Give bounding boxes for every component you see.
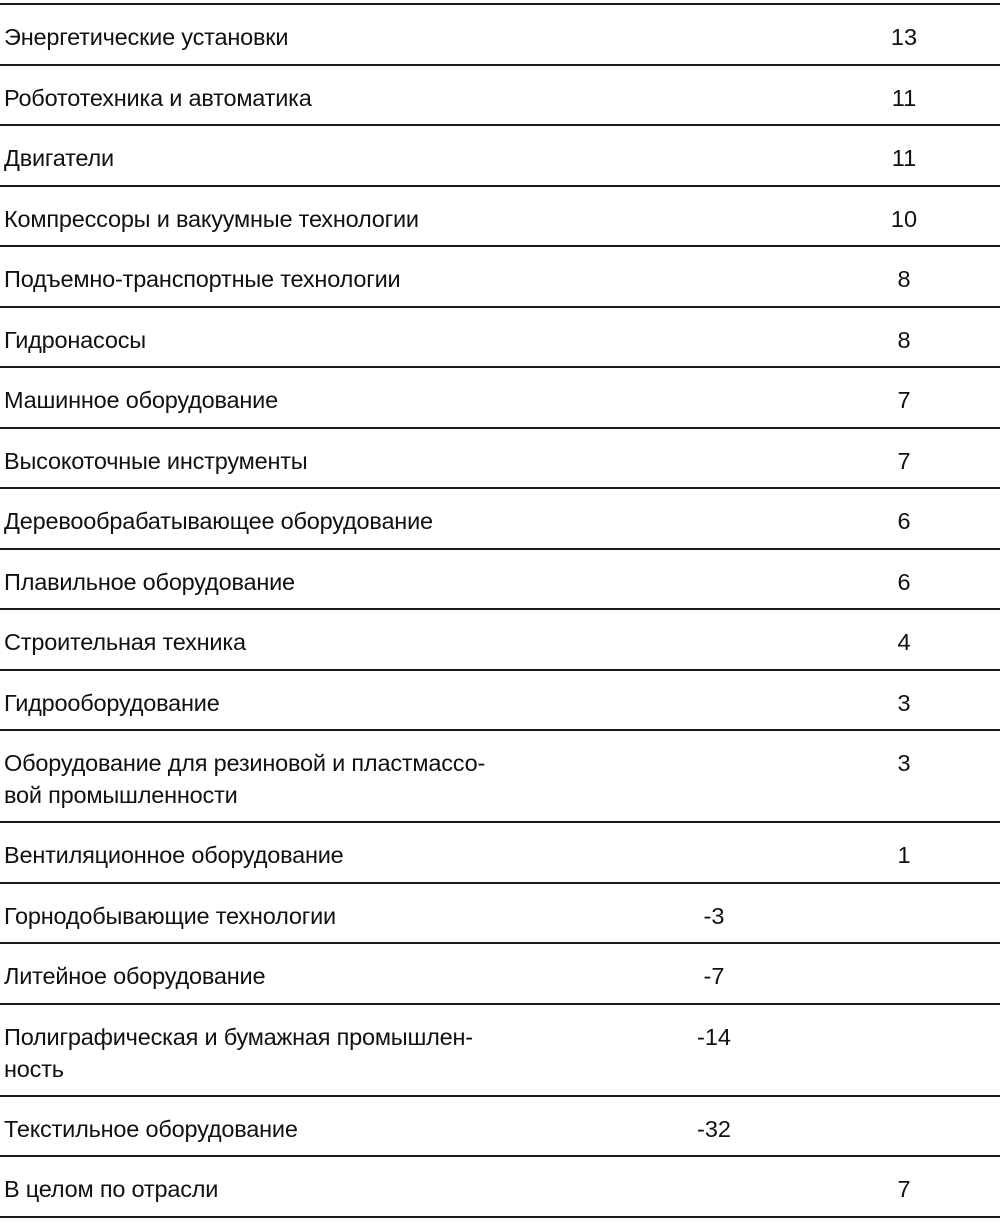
row-label: Робототехника и автоматика [4, 84, 312, 111]
table-row [0, 823, 1000, 884]
row-label: Двигатели [4, 145, 114, 171]
row-value: -14 [697, 1023, 731, 1050]
table-row [0, 610, 1000, 671]
table-row [0, 884, 1000, 945]
row-label: Энергетические установки [4, 24, 289, 50]
row-value: 3 [897, 750, 911, 776]
table-row-total [0, 1157, 1000, 1218]
table-row [0, 187, 1000, 248]
row-label: Компрессоры и вакуумные технологии [4, 205, 419, 232]
table-row [0, 1097, 1000, 1158]
table-row [0, 944, 1000, 1005]
row-value: 8 [897, 266, 911, 292]
row-label: Полиграфическая и бумажная промышлен- ность [4, 1023, 473, 1082]
table-row [0, 489, 1000, 550]
row-label: Деревообрабатывающее оборудование [4, 508, 433, 534]
row-value: 3 [897, 689, 911, 716]
table-row [0, 1005, 1000, 1097]
row-label: Строительная техника [4, 629, 246, 655]
table-row [0, 550, 1000, 611]
row-value: -3 [703, 902, 725, 929]
row-label: Высокоточные инструменты [4, 447, 308, 474]
table-row [0, 126, 1000, 187]
row-label: Гидрооборудование [4, 689, 220, 716]
row-label: Горнодобывающие технологии [4, 902, 336, 929]
row-value: 11 [891, 145, 917, 171]
row-label: Текстильное оборудование [4, 1115, 298, 1142]
table-row [0, 731, 1000, 823]
row-value: 7 [897, 387, 911, 413]
table-row [0, 308, 1000, 369]
row-value: 4 [897, 629, 911, 655]
row-label: Оборудование для резиновой и пластмассо- вой промышленности [4, 750, 486, 808]
row-value: 11 [891, 84, 917, 111]
row-value: 6 [897, 568, 911, 595]
row-value: -7 [703, 963, 725, 989]
row-label: Плавильное оборудование [4, 568, 295, 595]
table-row [0, 429, 1000, 490]
row-value: 6 [897, 508, 911, 534]
row-value: 7 [897, 1176, 911, 1202]
row-label: Подъемно-транспортные технологии [4, 266, 401, 292]
row-label: Гидронасосы [4, 326, 146, 353]
row-label: Машинное оборудование [4, 387, 278, 413]
table-row [0, 5, 1000, 66]
row-value: -32 [697, 1115, 731, 1142]
row-label: Литейное оборудование [4, 963, 266, 989]
table-row [0, 66, 1000, 127]
row-value: 10 [890, 205, 918, 232]
table-row [0, 671, 1000, 732]
table-row [0, 247, 1000, 308]
table-row [0, 368, 1000, 429]
row-label: Вентиляционное оборудование [4, 842, 344, 868]
row-value: 8 [897, 326, 911, 353]
row-value: 13 [890, 24, 918, 50]
row-value: 7 [897, 447, 911, 474]
row-value: 1 [897, 842, 911, 868]
row-label: В целом по отрасли [4, 1176, 219, 1202]
